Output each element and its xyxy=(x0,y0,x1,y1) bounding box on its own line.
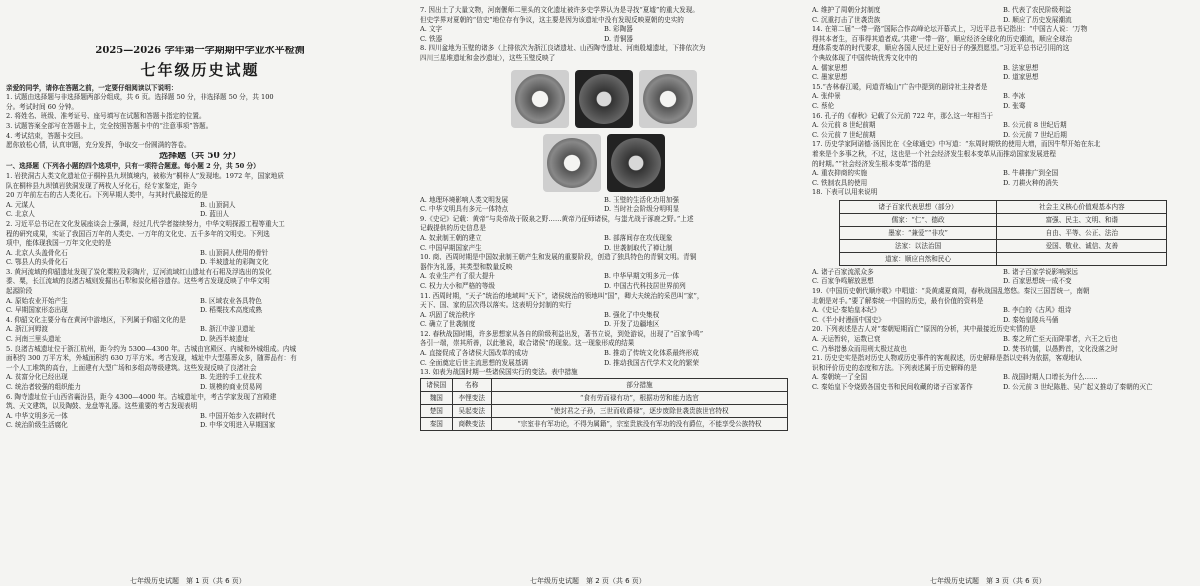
option: C. 早期国家形态出现 xyxy=(6,306,68,315)
question-text: 一个人工堆筑的高台，上面建有大型广场和多组高等级建筑。这些发现反映了良渚社会 xyxy=(6,363,257,372)
table-cell: 楚国 xyxy=(421,404,453,417)
question-text: 15.“杏林春江暖，问道青城山”广告中提到的剧诗社主持者是 xyxy=(812,82,988,91)
page-2 xyxy=(420,6,788,574)
option: A. 北京人头盖骨化石 xyxy=(6,248,68,257)
option: A. 重农抑商的实施 xyxy=(812,169,868,178)
table-cell: “食有劳而禄有功”，根据功劳和能力选官 xyxy=(491,391,787,404)
question-text: 14. 在第二届“一带一路”国际合作高峰论坛开幕式上，习近平总书记指出：“中国古人说：‘万物 xyxy=(812,25,1088,34)
options xyxy=(812,6,1194,25)
option: B. 秦之所亡至天而降罪者，六王之后也 xyxy=(1003,335,1118,344)
notice-line: 1. 试题由选择题与非选择题两部分组成，共 6 页。选择题 50 分，非选择题 50 分，共 100 xyxy=(6,93,274,102)
option: C. 百家争鸣解放思想 xyxy=(812,277,874,286)
notice-line: 3. 试题答案全部写在答题卡上，完全按照答题卡中的“注意事项”答题。 xyxy=(6,121,213,130)
option: B. 部落间存在攻伐现象 xyxy=(604,233,673,242)
question xyxy=(6,268,394,316)
option: D. 公元前 3 世纪陈胜、吴广起义推动了秦朝的灭亡 xyxy=(1003,383,1153,391)
question xyxy=(812,325,1194,354)
option: B. 李白的《古风》组诗 xyxy=(1003,306,1072,315)
option: D. 半坡遗址的彩陶文化 xyxy=(200,258,269,267)
question-text: 筑、天文建筑，以及陶鼓、龙盘等礼器。这些重要的考古发现表明 xyxy=(6,402,198,411)
options xyxy=(420,196,788,215)
jade-disc-image xyxy=(543,134,601,192)
question-text: 四川三星堆遗址和金沙遗址），这些玉璧反映了 xyxy=(420,53,556,62)
question-text: 器作为礼器，其类型和数量反映 xyxy=(420,262,513,271)
option: C. 墨家思想 xyxy=(812,73,848,82)
option: D. 当时社会阶级分明明显 xyxy=(604,205,680,214)
notice-line: 2. 将姓名、班级、准考证号、座号填写在试题和答题卡指定的位置。 xyxy=(6,112,206,121)
option: C. 确立了世袭制度 xyxy=(420,320,476,329)
question-text: 11. 西周时期，“天子”统治的地域叫“天下”，诸侯统治的领地叫“国”，卿大夫统治的采邑叫“家”， xyxy=(420,291,704,300)
question xyxy=(812,6,1194,25)
table-cell: “宗室非有军功论，不得为属籍”，宗室贵族没有军功的没有爵位，不能享受公族特权 xyxy=(491,417,787,430)
options xyxy=(812,169,1194,188)
option: C. 统治者较强的组织能力 xyxy=(6,383,81,391)
table-cell: 吴起变法 xyxy=(452,404,491,417)
option: A. 秦朝统一了全国 xyxy=(812,373,868,382)
options xyxy=(812,121,1194,140)
table-cell: 秦国 xyxy=(421,417,453,430)
options xyxy=(420,272,788,291)
question-text: 6. 陶寺遗址位于山西省襄汾县，距今 4300—4000 年。古城遗址中，考古学家发现了宫殿建 xyxy=(6,392,277,401)
question-text: 面积约 300 万平方米，外城面积约 630 万平方米。考古发现，城址中大型墓葬众多，随葬品有：有 xyxy=(6,354,297,363)
page-1 xyxy=(6,6,394,574)
option: B. 中国开始步入农耕时代 xyxy=(200,411,275,420)
option: C.《半小时漫画中国史》 xyxy=(812,315,885,324)
option: D. 秦始皇陵兵马俑 xyxy=(1003,315,1059,324)
options xyxy=(812,92,1194,111)
option: B. 战国时期人口增长为什么…… xyxy=(1003,373,1098,382)
option: C. 统治阶级生活腐化 xyxy=(6,421,68,430)
page-footer-2: 七年级历史试题 第 2 页（共 6 页） xyxy=(530,577,646,585)
jade-disc-image xyxy=(639,70,697,128)
table-cell: 魏国 xyxy=(421,391,453,404)
question-text: 但史学界对夏朝的“信史”地位存有争议，这主要是因为该遗址中没有发现反映夏朝的史实的 xyxy=(420,15,684,24)
option: C. 权力大小和严格的等级 xyxy=(420,281,495,290)
table-row xyxy=(839,226,1167,239)
jade-disc-image xyxy=(575,70,633,128)
question-text: 3. 黄河流域的仰韶遗址发现了炭化粟粒及彩陶片，辽河流域红山遗址有石耜及浮选出的炭化 xyxy=(6,267,272,276)
table-row xyxy=(839,213,1167,226)
question-text: 13. 如表为战国时期一些诸侯国实行的变法。表中措施 xyxy=(420,368,578,377)
table-cell: 商鞅变法 xyxy=(452,417,491,430)
options xyxy=(812,335,1194,354)
question-text: 21. 历史史实是指对历史人物或历史事件的客观叙述，历史解释是指以史料为依据，客观地认 xyxy=(812,354,1082,363)
jade-disc-images xyxy=(420,134,788,192)
question xyxy=(812,140,1194,188)
question-text: 16. 孔子的《春秋》记载了公元前 722 年，那么这一年相当于 xyxy=(812,111,994,120)
question-text: 黍、粟，长江流域的良渚古城则发掘出石犁和炭化稻谷遗存。这些考古发现反映了中华文明 xyxy=(6,277,270,286)
option: A. 贫富分化已经出现 xyxy=(6,373,68,382)
option: A. 张仲景 xyxy=(812,92,841,101)
question-list xyxy=(812,6,1194,198)
jade-disc-images xyxy=(420,70,788,128)
question-text: 项中，能体现我国一万年文化史的是 xyxy=(6,239,112,248)
question-text: 得其本者生，百事得其道者成。’共建‘一带一路’，顺应经济全球化的历史潮流，顺应全球治 xyxy=(812,34,1073,43)
table-row xyxy=(839,239,1167,252)
option: A. 维护了周朝分封制度 xyxy=(812,6,881,14)
option: B. 推动了传统文化体系最终形成 xyxy=(604,349,699,358)
question-text: 5. 良渚古城遗址位于浙江杭州，距今约为 5300—4300 年。古城由宫殿区、内城和外城组成。内城 xyxy=(6,344,297,353)
options xyxy=(6,325,394,344)
option: D. 陕西半坡遗址 xyxy=(200,335,249,344)
jade-disc-image xyxy=(511,70,569,128)
options xyxy=(6,412,394,431)
option: D. 世袭制取代了禅让制 xyxy=(604,243,673,252)
page-footer-1: 七年级历史试题 第 1 页（共 6 页） xyxy=(130,577,246,585)
table-cell xyxy=(997,252,1167,265)
options xyxy=(420,311,788,330)
option: A. 奴隶制王朝的建立 xyxy=(420,233,482,242)
question-text: 19.《中国历史朝代顺序歌》中唱道：“炎黄虞夏商周，春秋战国乱悠悠。秦汉三国晋统一，南朝 xyxy=(812,287,1090,296)
option: B. 区域农业各具特色 xyxy=(200,296,262,305)
table-row xyxy=(421,404,788,417)
question-text: 的时期。”“社会经济发生根本变革”指的是 xyxy=(812,159,931,168)
table-cell: 法家：以法治国 xyxy=(839,239,997,252)
option: D. 中国古代科技居世界前列 xyxy=(604,281,686,290)
question-text: 20 万年前左右的古人类化石。下列早期人类中，与其时代最接近的是 xyxy=(6,191,208,200)
option: D. 张骞 xyxy=(1003,101,1026,110)
question-text: 个典故体现了中国传统优秀文化中的 xyxy=(812,53,918,62)
option: C. 北京人 xyxy=(6,210,35,219)
option: D. 蓝田人 xyxy=(200,210,230,219)
table-cell: 李悝变法 xyxy=(452,391,491,404)
option: B. 诸子百家学说影响深远 xyxy=(1003,267,1078,276)
options xyxy=(420,25,788,44)
table-header: 社会主义核心价值观基本内容 xyxy=(997,200,1167,213)
option: D. 稻粟技术高度成熟 xyxy=(200,306,262,315)
option: A. 浙江河姆渡 xyxy=(6,325,48,334)
table-header: 诸侯国 xyxy=(421,378,453,391)
question xyxy=(420,330,788,368)
option: A. 文字 xyxy=(420,25,443,34)
table-cell: 墨家：“兼爱”“非攻” xyxy=(839,226,997,239)
option: B. 中华早期文明多元一体 xyxy=(604,272,679,281)
question xyxy=(420,292,788,330)
option: D. 中华文明进入早期国家 xyxy=(200,421,276,430)
option: B. 法家思想 xyxy=(1003,63,1039,72)
options xyxy=(812,373,1194,392)
option: C. 中华文明具有多元一体特点 xyxy=(420,205,509,214)
option: C. 秦始皇下令烧毁各国史书和民间收藏的诸子百家著作 xyxy=(812,383,973,391)
notice-title: 亲爱的同学，请你在答题之前，一定要仔细阅读以下说明： xyxy=(6,83,178,92)
instructions: 一、选择题（下列各小题的四个选项中，只有一项符合题意。每小题 2 分，共 50 分） xyxy=(6,162,260,171)
question-text: 12. 春秋战国时期，许多思想家从各自的阶级利益出发，著书立说，到处游说，出现了“百家争鸣” xyxy=(420,329,704,338)
reform-table xyxy=(420,378,788,431)
question-text: 识和评价历史的态度和方法。下列表述属于历史解释的是 xyxy=(812,363,977,372)
question-text: 记载提供的历史信息是 xyxy=(420,224,486,233)
page-3 xyxy=(812,6,1194,574)
options xyxy=(812,64,1194,83)
option: C. 公元前 7 世纪前期 xyxy=(812,130,876,139)
question-text: 1. 岩狭洞古人类文化遗址位于桐梓县九坝镇境内，被称为“桐梓人”发现地。1972 年，国家地质 xyxy=(6,171,284,180)
question-text: 17. 历史学家阿诺德·汤因比在《全球通史》中写道：“东周时期铁的使用大增，而因牛犁开始在东北 xyxy=(812,140,1101,149)
options xyxy=(6,249,394,268)
question xyxy=(6,345,394,393)
option: D. 公元前 7 世纪后期 xyxy=(1003,130,1067,139)
option: B. 公元前 8 世纪后期 xyxy=(1003,121,1067,130)
option: D. 开发了边疆地区 xyxy=(604,320,660,329)
question-text: 天下、国、家的层次得以落实。这表明分封制的实行 xyxy=(420,301,572,310)
question xyxy=(812,268,1194,287)
option: A. 天运暂转，运数已衰 xyxy=(812,335,881,344)
question xyxy=(6,316,394,345)
question xyxy=(6,393,394,431)
option: C. 河南三里头遗址 xyxy=(6,335,62,344)
question xyxy=(420,44,788,63)
table-row xyxy=(421,417,788,430)
question-list xyxy=(420,196,788,378)
question-text: 北朝是对手。”要了解秦统一中国的历史，最有价值的资料是 xyxy=(812,296,984,305)
question-text: 10. 商、西周时期是中国奴隶制王朝产生和发展的重要阶段，创造了独具特色的青铜文明。青铜 xyxy=(420,253,697,262)
section-title: 选择题（共 50 分） xyxy=(159,151,241,161)
option: B. 浙江中游卫遗址 xyxy=(200,325,256,334)
notice-line: 愿你放松心情，认真审题，充分发挥，争取交一份圆满的答卷。 xyxy=(6,141,191,150)
option: C. 鄂县人的头骨化石 xyxy=(6,258,68,267)
question-list xyxy=(812,268,1194,393)
option: D. 青铜器 xyxy=(604,34,634,43)
table-cell: 儒家：“仁”、德政 xyxy=(839,213,997,226)
question-text: 9.《史记》记载：黄帝“与炎帝战于阪泉之野……黄帝乃征师诸侯，与蚩尤战于涿鹿之野。”上述 xyxy=(420,214,694,223)
option: D. 百家思想统一成不变 xyxy=(1003,277,1072,286)
option: C. 蔡伦 xyxy=(812,101,835,110)
question-text: 各引一端，崇其所善，以此驰说，取合诸侯”的现象。这一现象形成的结果 xyxy=(420,339,635,348)
jade-disc-image xyxy=(607,134,665,192)
table-header: 诸子百家代表思想（部分） xyxy=(839,200,997,213)
question-text: 着来是个多事之秋，不过，这也是一个社会经济发生根本变革从而推动国家发展进程 xyxy=(812,149,1056,158)
option: D. 顺应了历史发展潮流 xyxy=(1003,15,1072,24)
option: B. 李冰 xyxy=(1003,92,1026,101)
table-header: 部分措施 xyxy=(491,378,787,391)
question-text: 队在桐梓县九坝镇岩狭洞发现了两枚人牙化石，经专家鉴定，距今 xyxy=(6,181,198,190)
option: D. 推动我国古代学术文化的繁荣 xyxy=(604,358,699,367)
question xyxy=(420,215,788,253)
table-row xyxy=(421,391,788,404)
question xyxy=(812,354,1194,392)
question-text: 起源阶段 xyxy=(6,287,33,296)
question xyxy=(812,112,1194,141)
notice-list xyxy=(6,93,394,151)
question xyxy=(420,196,788,215)
question xyxy=(812,287,1194,325)
option: A. 农业生产有了很大提升 xyxy=(420,272,495,281)
option: C. 中国早期国家产生 xyxy=(420,243,482,252)
option: B. 山顶洞人使用的骨针 xyxy=(200,248,269,257)
question xyxy=(812,188,1194,198)
option: A.《史记·秦始皇本纪》 xyxy=(812,306,881,315)
option: A. 中华文明多元一体 xyxy=(6,411,68,420)
options xyxy=(6,297,394,316)
notice-line: 4. 考试结束，答题卡交回。 xyxy=(6,131,87,140)
option: C. 乃举措暴众而用刑太极过故也 xyxy=(812,344,907,353)
question xyxy=(420,368,788,378)
option: D. 道家思想 xyxy=(1003,73,1039,82)
exam-year: 2025—2026 学年第一学期期中学业水平检测 xyxy=(95,46,305,56)
question xyxy=(420,253,788,291)
options xyxy=(812,268,1194,287)
option: B. 彩陶器 xyxy=(604,25,633,34)
options xyxy=(6,373,394,392)
question xyxy=(6,220,394,268)
option: C. 沉重打击了世袭贵族 xyxy=(812,15,881,24)
table-cell: 爱国、敬业、诚信、友善 xyxy=(997,239,1167,252)
option: A. 诸子百家流派众多 xyxy=(812,267,874,276)
table-header: 名称 xyxy=(452,378,491,391)
option: B. 山顶洞人 xyxy=(200,200,236,209)
question xyxy=(812,83,1194,112)
table-cell: 富强、民主、文明、和谐 xyxy=(997,213,1167,226)
question-text: 4. 仰韶文化主要分布在黄河中游地区，下列属于仰韶文化的是 xyxy=(6,315,186,324)
question xyxy=(420,6,788,44)
option: A. 巩固了统治秩序 xyxy=(420,310,476,319)
option: A. 原始农业开始产生 xyxy=(6,296,68,305)
option: B. 先进的手工业技术 xyxy=(200,373,262,382)
option: C. 铁制农具的使用 xyxy=(812,178,868,187)
question-list xyxy=(6,172,394,431)
question-text: 2. 习近平总书记在文化发展座谈会上强调，经过几代学者接续努力，中华文明探源工程等重大工 xyxy=(6,219,285,228)
exam-title: 七年级历史试题 xyxy=(140,60,260,79)
question-text: 程的研究成果，实证了我国百万年的人类史、一万年的文化史、五千多年的文明史。下列选 xyxy=(6,229,270,238)
option: B. 强化了中央集权 xyxy=(604,310,660,319)
option: A. 儒家思想 xyxy=(812,63,848,72)
option: C. 铁器 xyxy=(420,34,443,43)
notice-line: 分。考试时间 60 分钟。 xyxy=(6,102,78,111)
option: C. 全面奠定后世主流思想的发展基调 xyxy=(420,358,528,367)
question-text: 7. 因出土了大量文物，河南偃师二里头的文化遗址被许多史学界认为是寻找“夏墟”的重大发现。 xyxy=(420,6,699,14)
question xyxy=(812,25,1194,83)
option: D. 焚书坑儒，以愚黔首，文化没落之时 xyxy=(1003,344,1118,353)
option: D. 规模的商业贸易网 xyxy=(200,383,262,391)
thought-table xyxy=(839,200,1168,266)
option: B. 牛耕推广到全国 xyxy=(1003,169,1059,178)
page-footer-3: 七年级历史试题 第 3 页（共 6 页） xyxy=(930,577,1046,585)
question-text: 8. 四川盆地为玉壁的诸多（上排依次为浙江良诸遗址、山西陶寺遗址、河南殷墟遗址，下排依次为 xyxy=(420,44,706,53)
option: A. 公元前 8 世纪前期 xyxy=(812,121,876,130)
table-row xyxy=(839,252,1167,265)
option: D. 刀耕火种的消失 xyxy=(1003,178,1059,187)
question-text: 理体系变革的时代要求，顺应各国人民过上更好日子的强烈愿望。”习近平总书记引用的这 xyxy=(812,44,1070,53)
table-cell: “使封君之子孙，三世而收爵禄”，逐步废除世袭贵族世官特权 xyxy=(491,404,787,417)
option: B. 代表了农民阶级利益 xyxy=(1003,6,1072,14)
table-cell: 自由、平等、公正、法治 xyxy=(997,226,1167,239)
option: B. 玉璧的生活化功用加强 xyxy=(604,195,679,204)
question xyxy=(6,172,394,220)
table-cell: 道家：顺应自然和民心 xyxy=(839,252,997,265)
options xyxy=(420,234,788,253)
question-list xyxy=(420,6,788,64)
options xyxy=(6,201,394,220)
option: A. 地理环境影响人类文明发展 xyxy=(420,195,509,204)
options xyxy=(812,306,1194,325)
option: A. 元谋人 xyxy=(6,200,35,209)
question-text: 20. 下列表述是古人对“秦朝短期而亡”原因的分析，其中最接近历史实情的是 xyxy=(812,325,1036,334)
options xyxy=(420,349,788,368)
option: A. 直接促成了各诸侯大国改革的成功 xyxy=(420,349,528,358)
question-text: 18. 下表可以用来说明 xyxy=(812,188,878,197)
